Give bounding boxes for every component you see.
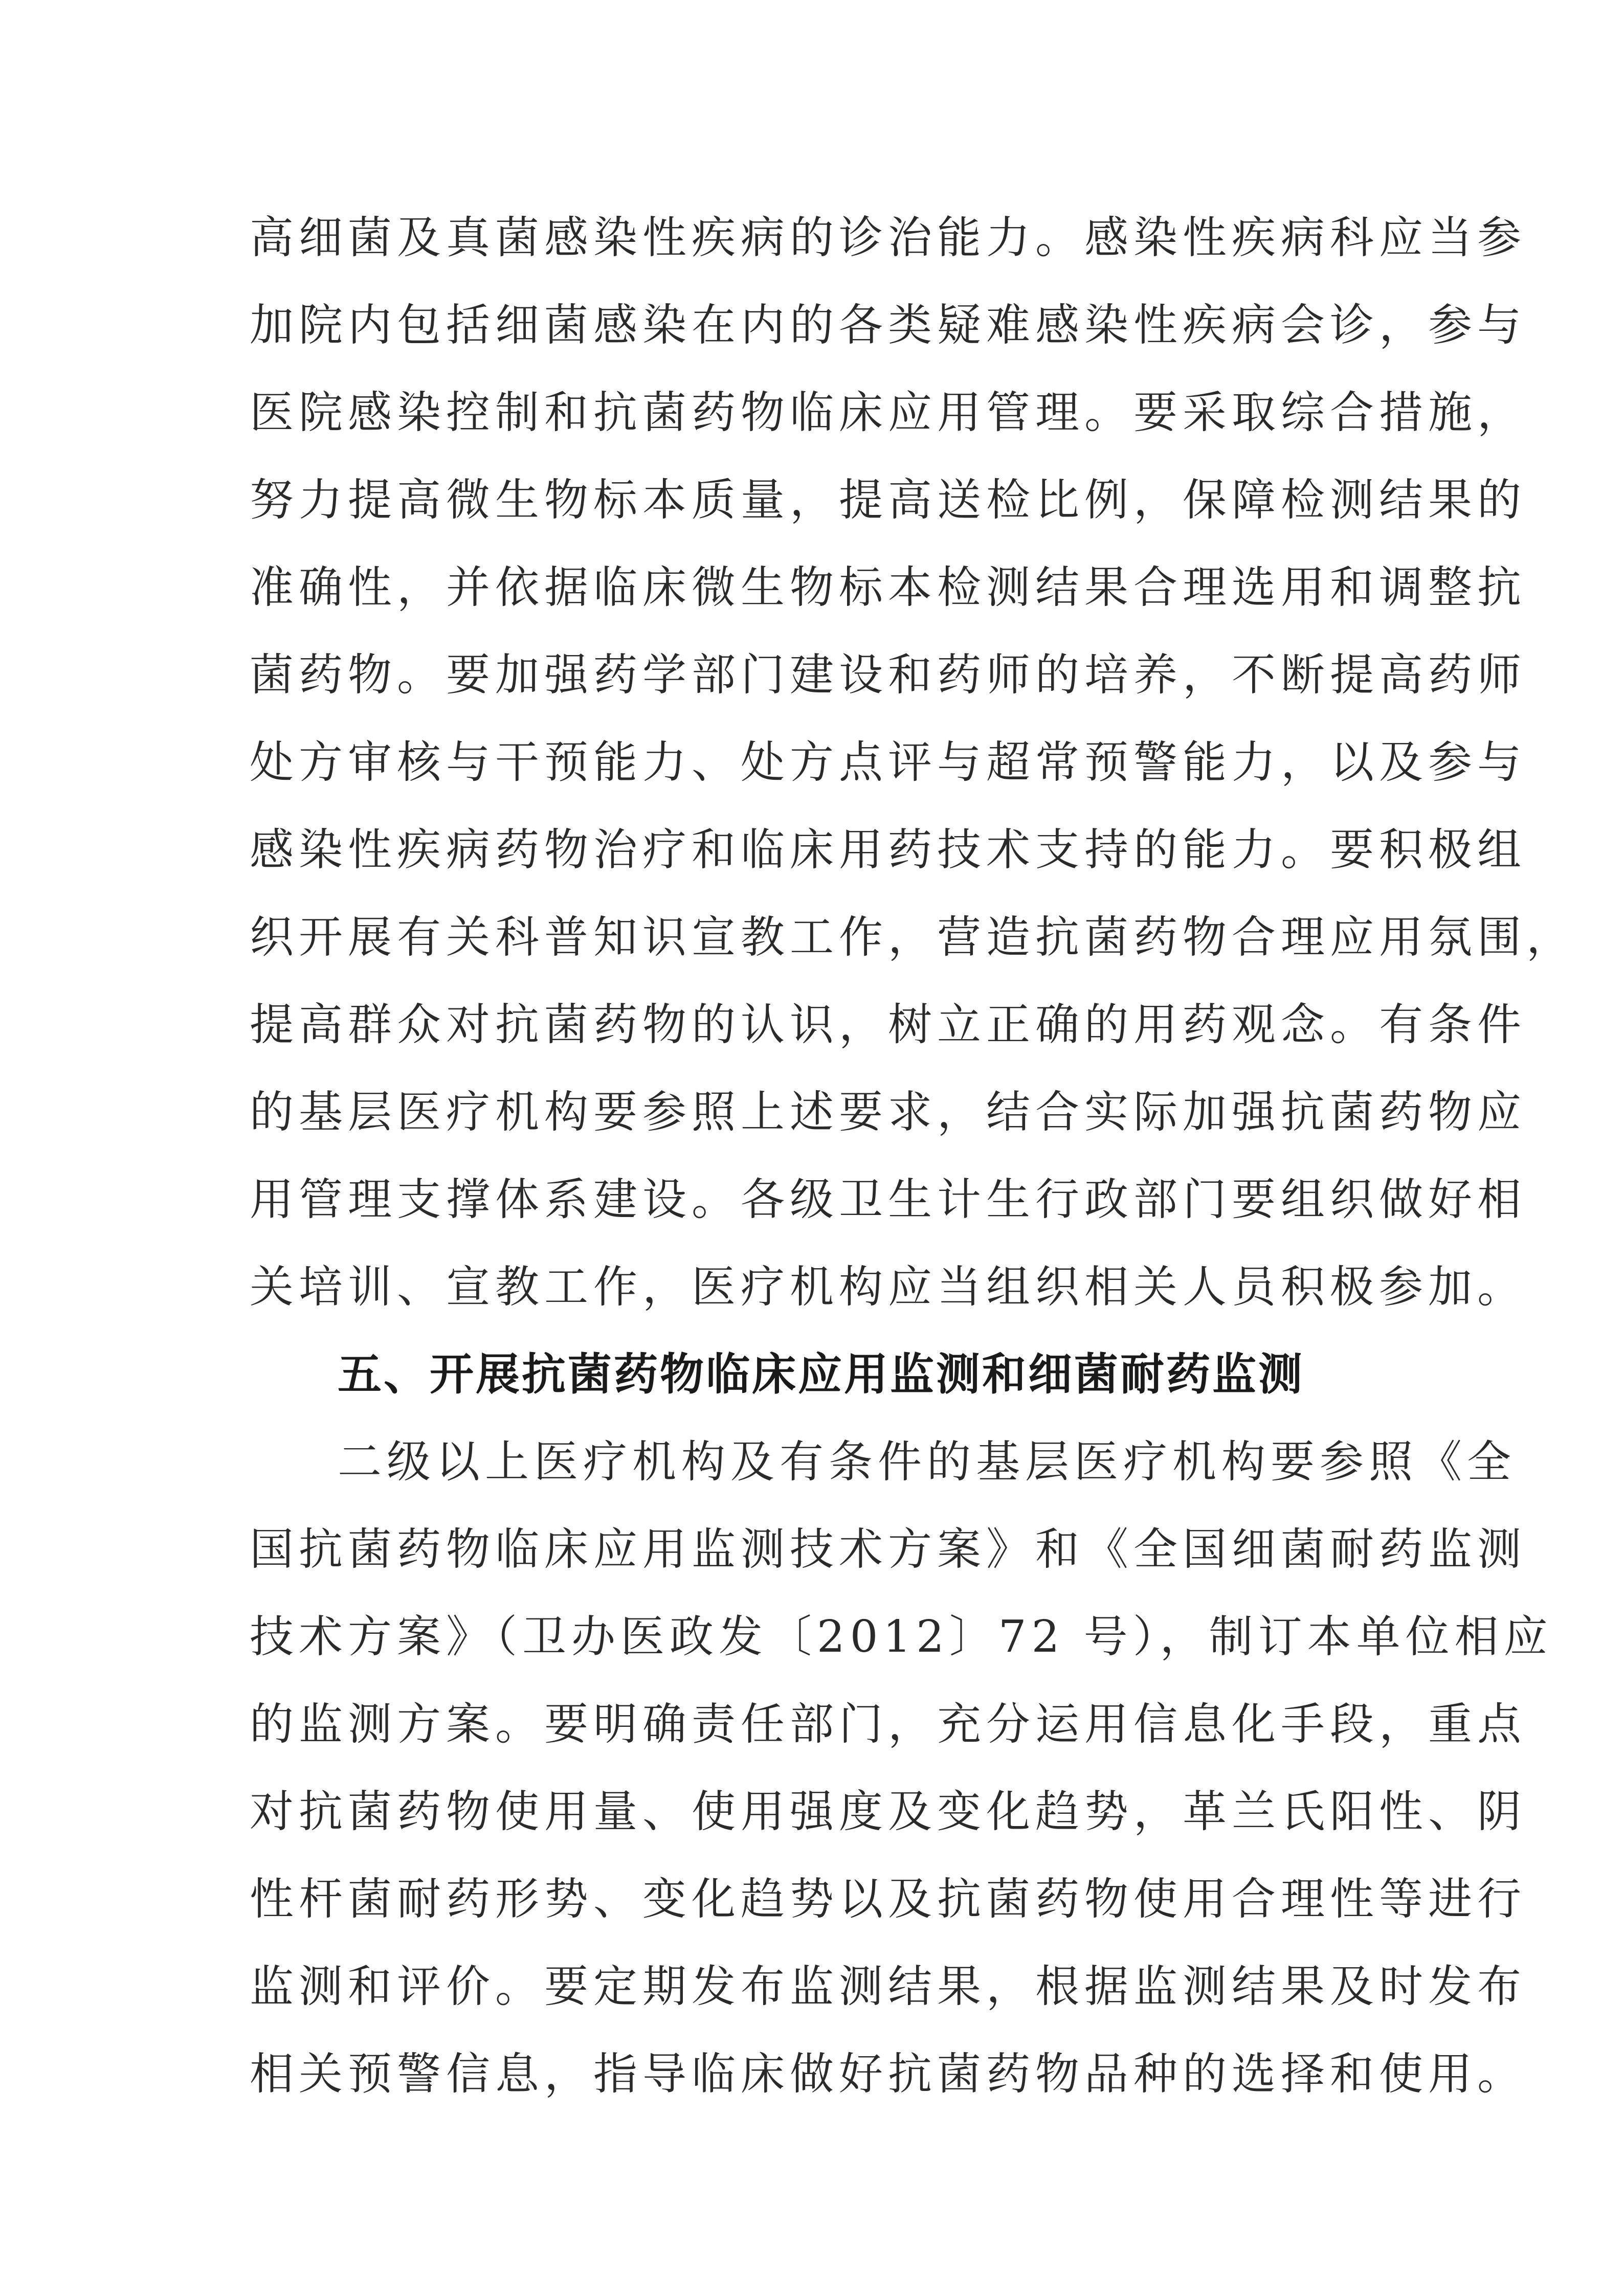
body-line: 的基层医疗机构要参照上述要求，结合实际加强抗菌药物应 — [250, 1087, 1526, 1138]
body-line: 准确性，并依据临床微生物标本检测结果合理选用和调整抗 — [250, 562, 1526, 613]
body-line: 提高群众对抗菌药物的认识，树立正确的用药观念。有条件 — [250, 999, 1526, 1050]
section-line: 技术方案》（卫办医政发〔2012〕72 号），制订本单位相应 — [250, 1611, 1553, 1662]
section-line: 性杆菌耐药形势、变化趋势以及抗菌药物使用合理性等进行 — [250, 1874, 1526, 1925]
body-line: 医院感染控制和抗菌药物临床应用管理。要采取综合措施， — [250, 387, 1526, 438]
body-line: 处方审核与干预能力、处方点评与超常预警能力，以及参与 — [250, 737, 1526, 788]
body-line: 菌药物。要加强药学部门建设和药师的培养，不断提高药师 — [250, 649, 1526, 701]
body-line: 关培训、宣教工作，医疗机构应当组织相关人员积极参加。 — [250, 1262, 1526, 1313]
section-line: 二级以上医疗机构及有条件的基层医疗机构要参照《全 — [338, 1436, 1516, 1488]
body-line: 努力提高微生物标本质量，提高送检比例，保障检测结果的 — [250, 475, 1526, 526]
section-line: 相关预警信息，指导临床做好抗菌药物品种的选择和使用。 — [250, 2049, 1526, 2100]
document-body — [250, 194, 1575, 2118]
section-line: 的监测方案。要明确责任部门，充分运用信息化手段，重点 — [250, 1699, 1526, 1750]
body-line: 加院内包括细菌感染在内的各类疑难感染性疾病会诊，参与 — [250, 300, 1526, 351]
section-line: 国抗菌药物临床应用监测技术方案》和《全国细菌耐药监测 — [250, 1524, 1526, 1575]
body-line: 织开展有关科普知识宣教工作，营造抗菌药物合理应用氛围， — [250, 912, 1575, 963]
section-heading: 五、开展抗菌药物临床应用监测和细菌耐药监测 — [338, 1349, 1304, 1400]
section-line: 对抗菌药物使用量、使用强度及变化趋势，革兰氏阳性、阴 — [250, 1786, 1526, 1837]
body-line: 用管理支撑体系建设。各级卫生计生行政部门要组织做好相 — [250, 1174, 1526, 1225]
body-line: 感染性疾病药物治疗和临床用药技术支持的能力。要积极组 — [250, 824, 1526, 875]
body-line: 高细菌及真菌感染性疾病的诊治能力。感染性疾病科应当参 — [250, 212, 1526, 263]
section-line: 监测和评价。要定期发布监测结果，根据监测结果及时发布 — [250, 1961, 1526, 2012]
